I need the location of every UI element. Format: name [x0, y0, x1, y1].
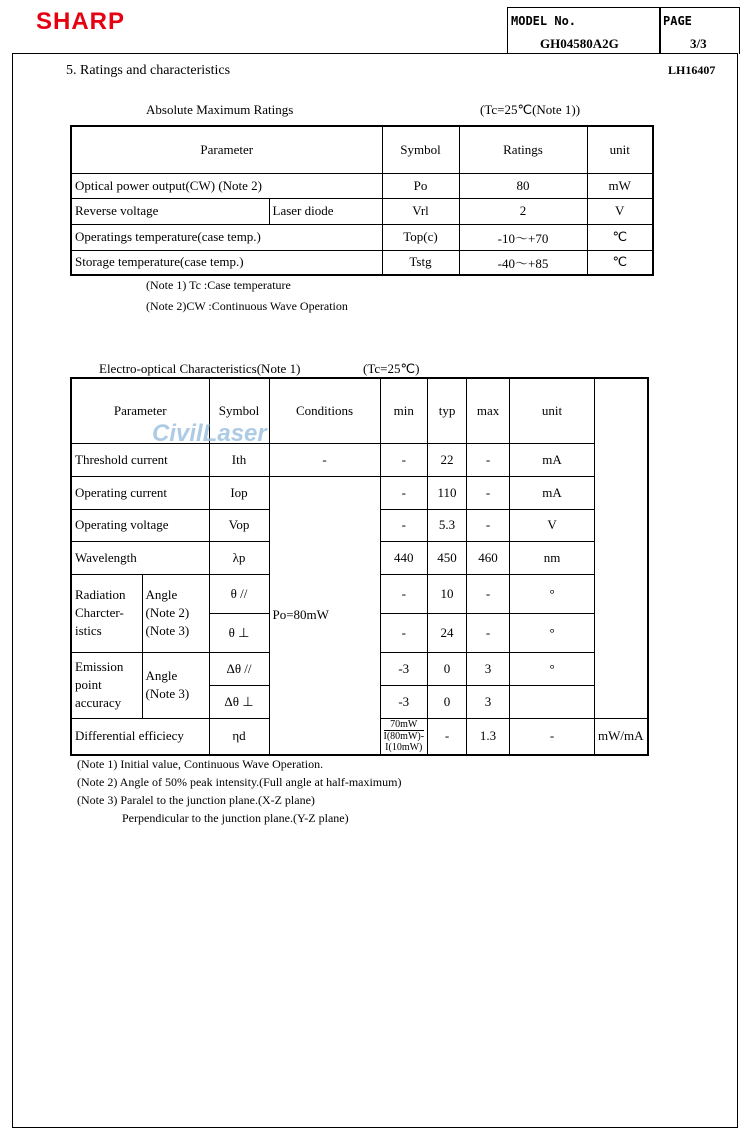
amr-unit: ℃: [587, 224, 653, 250]
eoc-emission-group: Emission point accuracy: [71, 652, 142, 718]
amr-row-operating-temperature: [71, 224, 653, 250]
eoc-row-operating-current: [71, 476, 648, 509]
amr-condition: (Tc=25℃(Note 1)): [480, 102, 581, 117]
eoc-symbol: θ //: [209, 574, 269, 613]
eoc-param: Operating voltage: [71, 509, 209, 541]
amr-header-ratings: Ratings: [459, 126, 587, 173]
eoc-param: Differential efficiecy: [71, 718, 209, 755]
eoc-min: -: [428, 718, 467, 755]
eoc-po-condition: Po=80mW: [269, 476, 380, 755]
eoc-header-parameter: Parameter: [71, 378, 209, 443]
eoc-emission-angle: Angle (Note 3): [142, 652, 209, 718]
eoc-typ: 0: [428, 685, 467, 718]
amr-row-storage-temperature: [71, 250, 653, 275]
page-label: PAGE: [663, 14, 692, 28]
eoc-note-2: (Note 2) Angle of 50% peak intensity.(Full angle at half-maximum): [77, 775, 402, 789]
eoc-unit: °: [510, 613, 595, 652]
amr-rating: -40〜+85: [459, 250, 587, 275]
sharp-logo: SHARP: [36, 8, 126, 35]
eoc-unit: nm: [510, 541, 595, 574]
eoc-radiation-angle: Angle (Note 2) (Note 3): [142, 574, 209, 652]
eoc-min: -3: [380, 652, 428, 685]
amr-param: Optical power output(CW) (Note 2): [71, 173, 382, 198]
eoc-max: -: [467, 509, 510, 541]
eoc-symbol: ηd: [209, 718, 269, 755]
amr-row-optical-power: [71, 173, 653, 198]
eoc-symbol: Δθ ⊥: [209, 685, 269, 718]
eoc-header-conditions: Conditions: [269, 378, 380, 443]
amr-header-unit: unit: [587, 126, 653, 173]
amr-unit: ℃: [587, 250, 653, 275]
eoc-note-3: (Note 3) Paralel to the junction plane.(X-Z plane): [77, 793, 315, 807]
fraction: [384, 719, 425, 753]
amr-symbol: Po: [382, 173, 459, 198]
amr-param: Reverse voltage: [71, 198, 269, 224]
eoc-unit: mA: [510, 476, 595, 509]
eoc-symbol: Δθ //: [209, 652, 269, 685]
eoc-unit: V: [510, 509, 595, 541]
eoc-max: -: [467, 476, 510, 509]
fraction-numerator: 70mW: [384, 719, 425, 731]
eoc-unit: °: [510, 652, 595, 685]
eoc-max: -: [510, 718, 595, 755]
eoc-radiation-group: Radiation Charcter- istics: [71, 574, 142, 652]
eoc-note-1: (Note 1) Initial value, Continuous Wave Operation.: [77, 757, 324, 771]
model-number-box: [507, 7, 661, 54]
eoc-typ: 10: [428, 574, 467, 613]
eoc-typ: 110: [428, 476, 467, 509]
amr-unit: mW: [587, 173, 653, 198]
eoc-typ: 22: [428, 443, 467, 476]
amr-unit: V: [587, 198, 653, 224]
eoc-condition: (Tc=25℃): [363, 361, 420, 376]
page-number-box: [659, 7, 740, 54]
eoc-max: -: [467, 443, 510, 476]
eoc-min: -: [380, 613, 428, 652]
eoc-header-unit: unit: [510, 378, 595, 443]
eoc-param: Wavelength: [71, 541, 209, 574]
eoc-symbol: Iop: [209, 476, 269, 509]
document-code: LH16407: [668, 63, 716, 77]
eoc-min: 440: [380, 541, 428, 574]
eoc-min: -: [380, 574, 428, 613]
eoc-header-min: min: [380, 378, 428, 443]
eoc-note-3-continued: Perpendicular to the junction plane.(Y-Z plane): [122, 811, 349, 825]
eoc-min: -: [380, 476, 428, 509]
amr-symbol: Top(c): [382, 224, 459, 250]
eoc-symbol: λp: [209, 541, 269, 574]
eoc-typ: 24: [428, 613, 467, 652]
amr-rating: -10〜+70: [459, 224, 587, 250]
eoc-title: Electro-optical Characteristics(Note 1): [99, 361, 301, 376]
amr-note-1: (Note 1) Tc :Case temperature: [146, 278, 291, 292]
page-value: 3/3: [690, 36, 707, 51]
fraction-denominator: I(80mW)-I(10mW): [383, 730, 425, 753]
eoc-max: 460: [467, 541, 510, 574]
amr-param: Storage temperature(case temp.): [71, 250, 382, 275]
eoc-header-typ: typ: [428, 378, 467, 443]
eoc-typ: 1.3: [467, 718, 510, 755]
eoc-param: Threshold current: [71, 443, 209, 476]
amr-header-symbol: Symbol: [382, 126, 459, 173]
eoc-max: -: [467, 574, 510, 613]
model-label: MODEL No.: [511, 14, 577, 28]
eoc-symbol: θ ⊥: [209, 613, 269, 652]
amr-title: Absolute Maximum Ratings: [146, 102, 294, 117]
eoc-max: -: [467, 613, 510, 652]
eoc-unit: mA: [510, 443, 595, 476]
eoc-typ: 0: [428, 652, 467, 685]
eoc-unit: [510, 685, 595, 718]
amr-symbol: Vrl: [382, 198, 459, 224]
eoc-typ: 450: [428, 541, 467, 574]
eoc-symbol: Ith: [209, 443, 269, 476]
eoc-unit: mW/mA: [595, 718, 648, 755]
eoc-min: -: [380, 443, 428, 476]
amr-rating: 2: [459, 198, 587, 224]
amr-row-reverse-voltage: [71, 198, 653, 224]
eoc-condition: -: [269, 443, 380, 476]
eoc-min: -3: [380, 685, 428, 718]
eoc-symbol: Vop: [209, 509, 269, 541]
amr-note-2: (Note 2)CW :Continuous Wave Operation: [146, 299, 348, 313]
amr-rating: 80: [459, 173, 587, 198]
eoc-param: Operating current: [71, 476, 209, 509]
eoc-header-max: max: [467, 378, 510, 443]
eoc-max: 3: [467, 685, 510, 718]
amr-param: Operatings temperature(case temp.): [71, 224, 382, 250]
absolute-maximum-ratings-table: [70, 125, 654, 276]
amr-header-parameter: Parameter: [71, 126, 382, 173]
eoc-max: 3: [467, 652, 510, 685]
amr-sub-param: Laser diode: [269, 198, 382, 224]
eoc-diff-eff-condition: [380, 718, 428, 755]
eoc-unit: °: [510, 574, 595, 613]
eoc-min: -: [380, 509, 428, 541]
model-value: GH04580A2G: [540, 36, 619, 51]
amr-symbol: Tstg: [382, 250, 459, 275]
section-title: 5. Ratings and characteristics: [66, 63, 231, 78]
watermark: CivilLaser: [152, 420, 267, 447]
amr-header-row: [71, 126, 653, 173]
eoc-typ: 5.3: [428, 509, 467, 541]
eoc-header-symbol: Symbol: [209, 378, 269, 443]
